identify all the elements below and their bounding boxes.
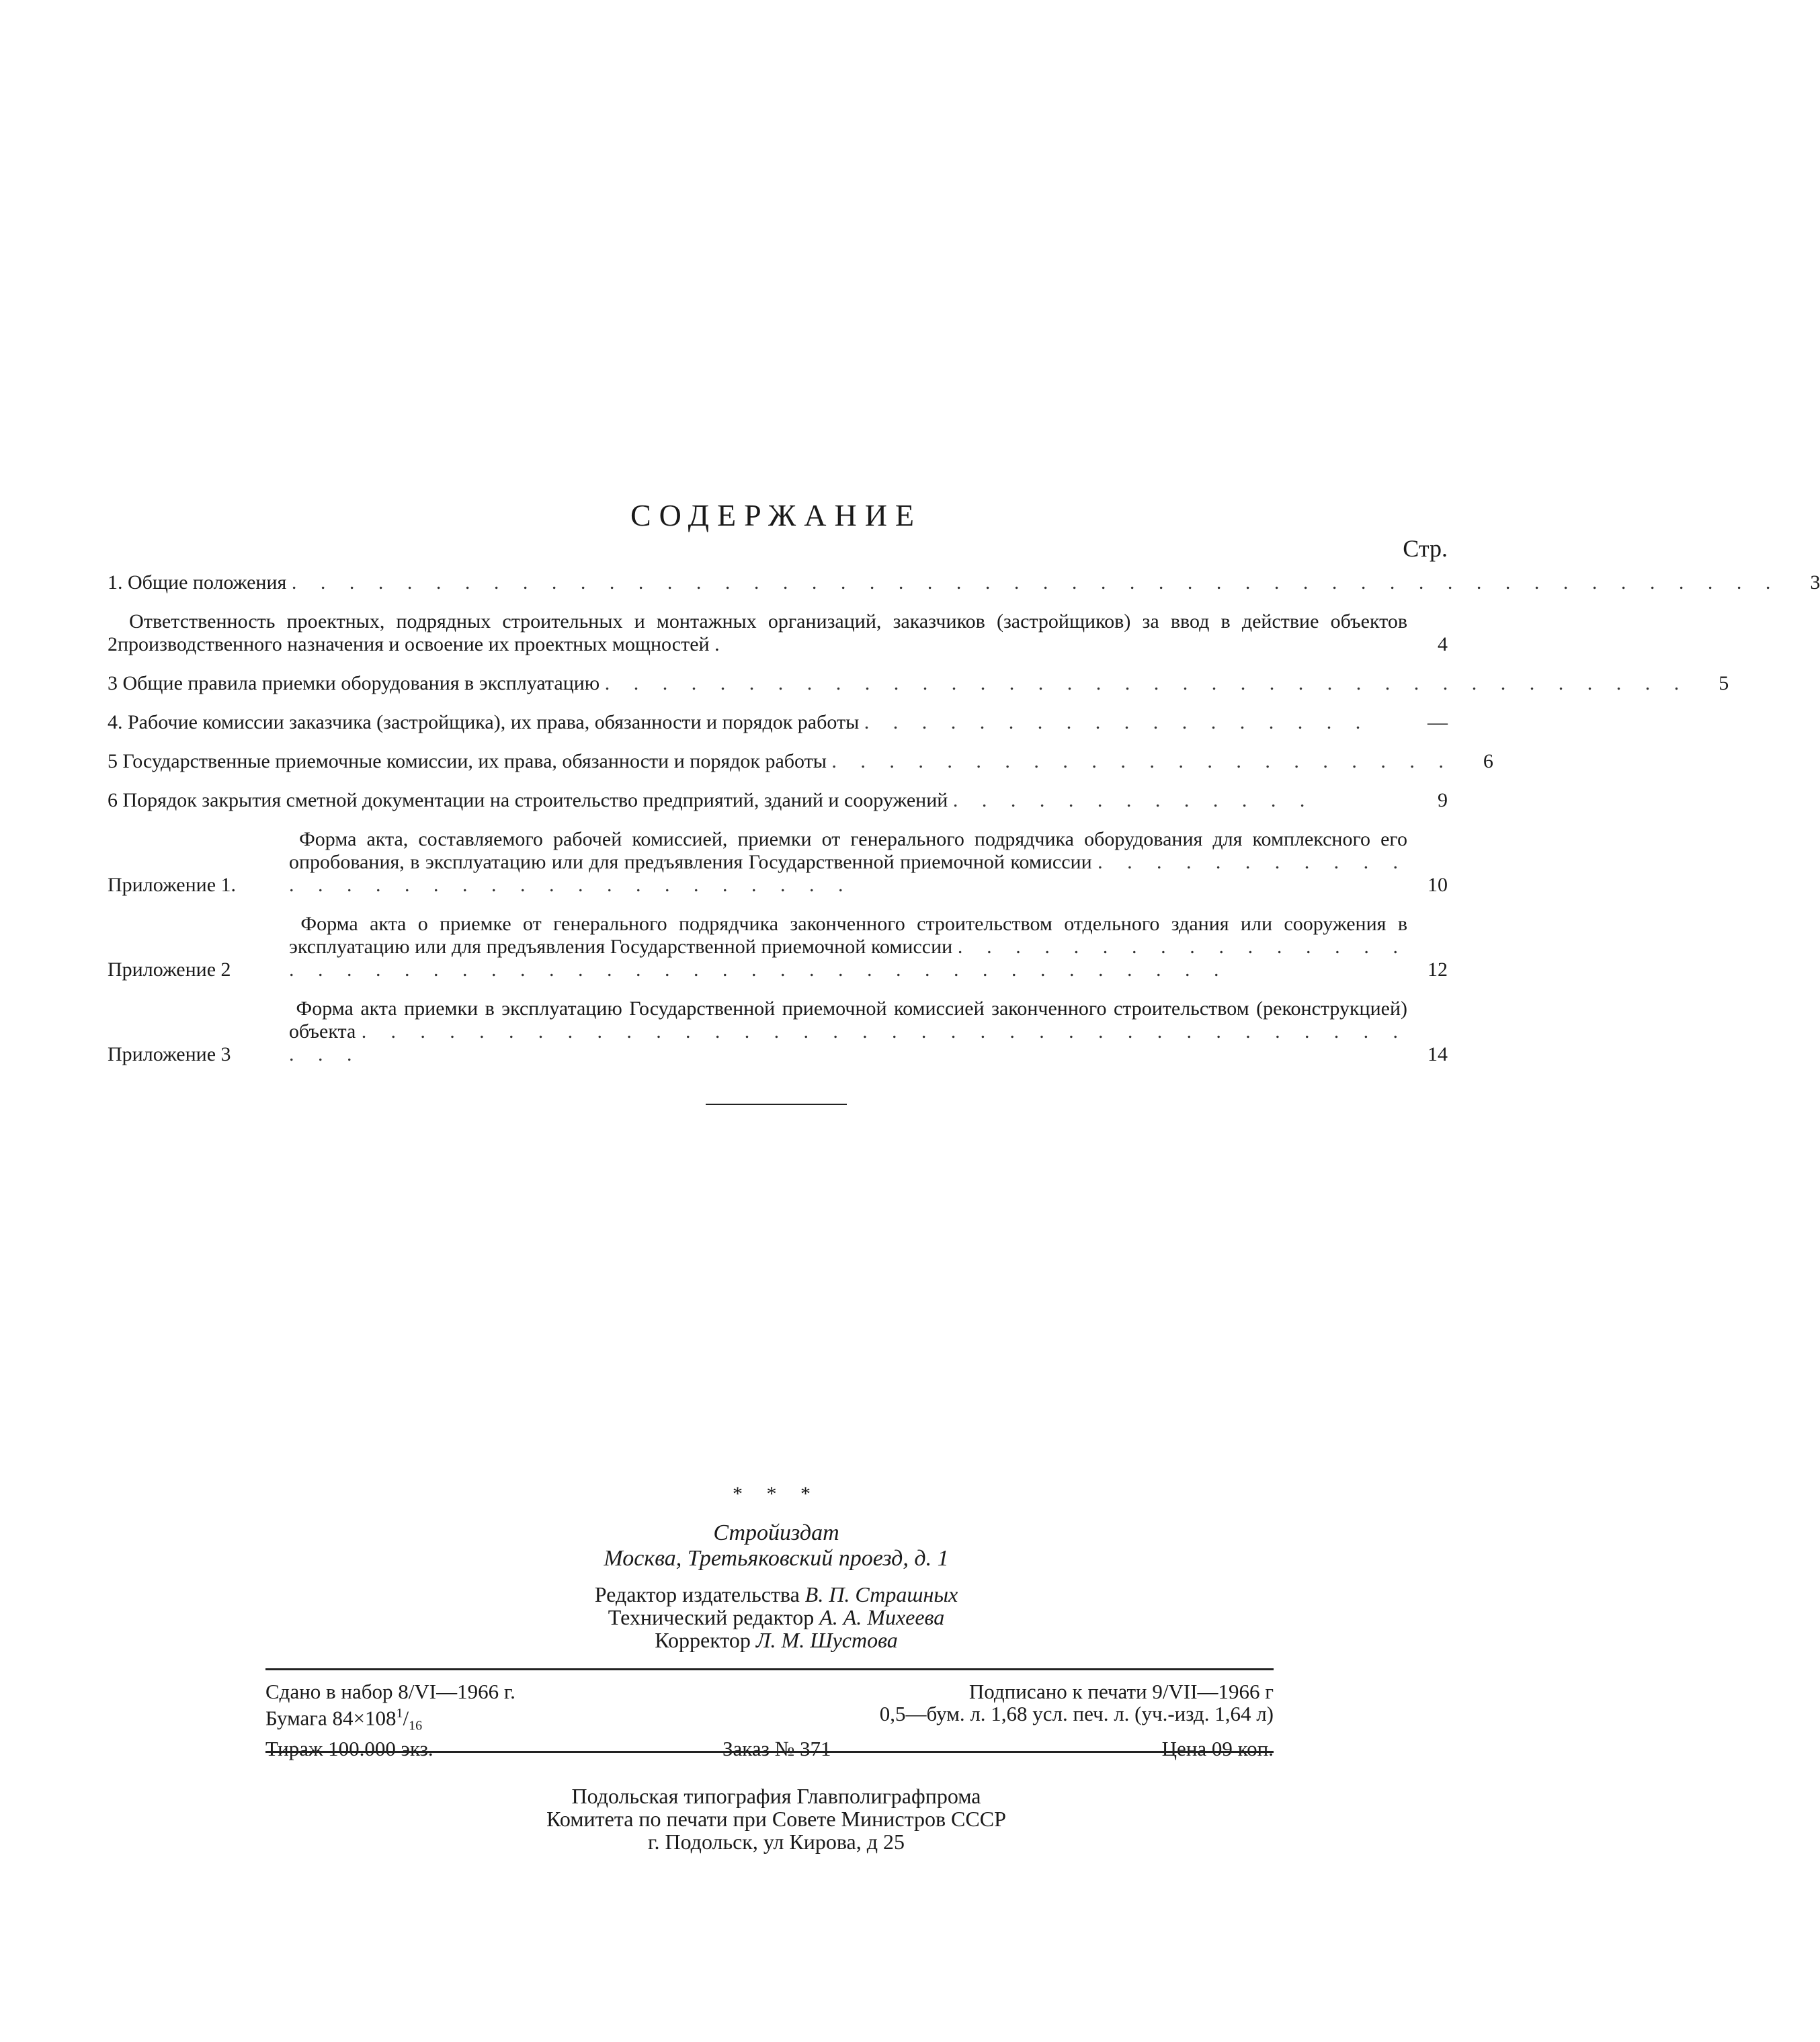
corrector-label: Корректор <box>655 1628 751 1652</box>
contents-page-column-header: Стр. <box>1403 535 1448 562</box>
toc-entry-title: Форма акта приемки в эксплуатацию Государственной приемочной комиссией законченного строительством (реконструкцией) объекта <box>289 997 1408 1043</box>
toc-entry <box>108 789 1448 812</box>
publisher-address: Москва, Третьяковский проезд, д. 1 <box>604 1546 949 1571</box>
toc-entry-appendix <box>108 913 1448 981</box>
toc-entry-number: 3 <box>108 672 118 694</box>
imprint-top-rule <box>265 1668 1274 1670</box>
leader-dots: . . . . . . . . . . . . . . . . . . . . . . . . . . . . . . . . . . . . . . <box>604 672 1689 694</box>
toc-entry-title: Ответственность проектных, подрядных строительных и монтажных организаций, заказчиков (застройщиков) за ввод в действие объектов производственного назначения и освоение их проектных мощностей <box>118 610 1408 655</box>
toc-entry-title: Форма акта, составляемого рабочей комиссией, приемки от генерального подрядчика оборудования для комплексного его опробования, в эксплуатацию или для предъявления Государственной приемочной комиссии <box>289 828 1407 873</box>
print-run: Тираж 100.000 экз. <box>265 1736 433 1760</box>
printer-line: г. Подольск, ул Кирова, д 25 <box>647 1830 905 1854</box>
toc-entry-appendix <box>108 997 1448 1066</box>
toc-entry <box>108 711 1448 734</box>
toc-entry-title: Рабочие комиссии заказчика (застройщика), их права, обязанности и порядок работы <box>128 711 860 733</box>
tech-editor-name: А. А. Михеева <box>819 1605 945 1629</box>
contents-title: СОДЕРЖАНИЕ <box>630 498 923 532</box>
toc-entry-number: 5 <box>108 750 118 772</box>
toc-entry-page: 10 <box>1428 874 1448 896</box>
corrector-name: Л. М. Шустова <box>755 1628 898 1652</box>
toc-entry-page: 5 <box>1719 672 1729 694</box>
tech-editor-line <box>0 1606 1553 1629</box>
typeset-date: Сдано в набор 8/VI—1966 г. <box>265 1680 515 1703</box>
toc-entry-number: Приложение 1. <box>108 874 237 896</box>
publisher-block <box>0 1520 1553 1571</box>
toc-entry-number: 1. <box>108 571 123 594</box>
imprint-row <box>265 1680 1274 1703</box>
printer-block <box>0 1785 1553 1853</box>
corrector-line <box>0 1629 1553 1651</box>
ornament-stars: * * * <box>733 1483 820 1505</box>
editor-line <box>0 1583 1553 1606</box>
editor-name: В. П. Страшных <box>804 1582 958 1606</box>
toc-entry-page: — <box>1428 711 1448 733</box>
imprint-row <box>265 1703 1274 1738</box>
toc-entry-page: 12 <box>1428 958 1448 981</box>
toc-entry-page: 9 <box>1438 789 1448 811</box>
toc-entry-page: 4 <box>1438 633 1448 655</box>
sheets-info: 0,5—бум. л. 1,68 усл. печ. л. (уч.-изд. 1,64 л) <box>879 1702 1274 1725</box>
signed-date: Подписано к печати 9/VII—1966 г <box>968 1680 1274 1703</box>
editor-label: Редактор издательства <box>594 1582 800 1606</box>
toc-entry-title: Государственные приемочные комиссии, их права, обязанности и порядок работы <box>122 750 827 772</box>
toc-entry-title: Форма акта о приемке от генерального подрядчика законченного строительством отдельного здания или сооружения в эксплуатацию или для предъявления Государственной приемочной комиссии <box>289 913 1408 958</box>
tech-editor-label: Технический редактор <box>608 1605 815 1629</box>
toc-entry-number: 6 <box>108 789 118 811</box>
toc-entry-title: Общие положения <box>128 571 287 594</box>
toc-entry-page: 3 <box>1810 571 1820 594</box>
leader-dots: . . . . . . . . . . . . . . . . . . <box>864 711 1370 733</box>
paper-format-denominator: 16 <box>409 1718 423 1733</box>
price: Цена 09 коп. <box>1161 1736 1274 1760</box>
imprint-bottom-rule <box>265 1751 1274 1753</box>
leader-dots: . . . . . . . . . . . . . . . . . . . . . . . . . . . . . . . . . . . . . . . <box>289 1020 1408 1065</box>
toc-entry-number: 2 <box>108 633 118 655</box>
leader-dots: . . . . . . . . . . . . . . . . . . . . . . . . . . . . . . . . . . . . . . . . . . . . . . . . . <box>289 936 1408 981</box>
order-number: Заказ № 371 <box>722 1736 831 1760</box>
leader-dots: . . . . . . . . . . . . . <box>952 789 1315 811</box>
leader-dots: . . . . . . . . . . . . . . . . . . . . . . . . . . . . . . . <box>289 851 1408 896</box>
printer-line: Комитета по печати при Совете Министров СССР <box>546 1807 1006 1831</box>
printer-line: Подольская типография Главполиграфпрома <box>571 1784 981 1808</box>
section-divider <box>706 1104 847 1105</box>
credits-block <box>0 1583 1553 1651</box>
toc-entry-number: Приложение 2 <box>108 958 231 981</box>
toc-entry-page: 14 <box>1428 1043 1448 1065</box>
table-of-contents <box>108 571 1820 1082</box>
toc-entry-number: Приложение 3 <box>108 1043 231 1065</box>
paper-format: Бумага $84\times 108^1/_{16}$ <box>265 1706 423 1733</box>
leader-dots: . . . . . . . . . . . . . . . . . . . . . . <box>831 750 1453 772</box>
imprint-row <box>265 1738 1274 1760</box>
toc-entry-title: Порядок закрытия сметной документации на строительство предприятий, зданий и сооружений <box>122 789 948 811</box>
toc-entry <box>108 672 1729 695</box>
toc-entry <box>108 750 1493 773</box>
imprint-block <box>265 1680 1274 1760</box>
paper-format-prefix: Бумага 84×108 <box>265 1706 397 1730</box>
toc-entry <box>108 571 1820 594</box>
toc-entry-appendix <box>108 828 1448 897</box>
toc-entry-number: 4. <box>108 711 123 733</box>
paper-format-numerator: 1 <box>396 1706 403 1721</box>
toc-entry: 2 Ответственность проектных, подрядных строительных и монтажных организаций, заказчиков (застройщиков) за ввод в действие объектов производственного назначения и освоение их проектных мощностей . 4 <box>108 610 1448 655</box>
publisher-name: Стройиздат <box>713 1520 839 1545</box>
toc-entry-title: Общие правила приемки оборудования в эксплуатацию <box>122 672 600 694</box>
leader-dots: . . . . . . . . . . . . . . . . . . . . . . . . . . . . . . . . . . . . . . . . . . . . . . . . . . . . <box>291 571 1780 594</box>
toc-entry-page: 6 <box>1483 750 1493 772</box>
